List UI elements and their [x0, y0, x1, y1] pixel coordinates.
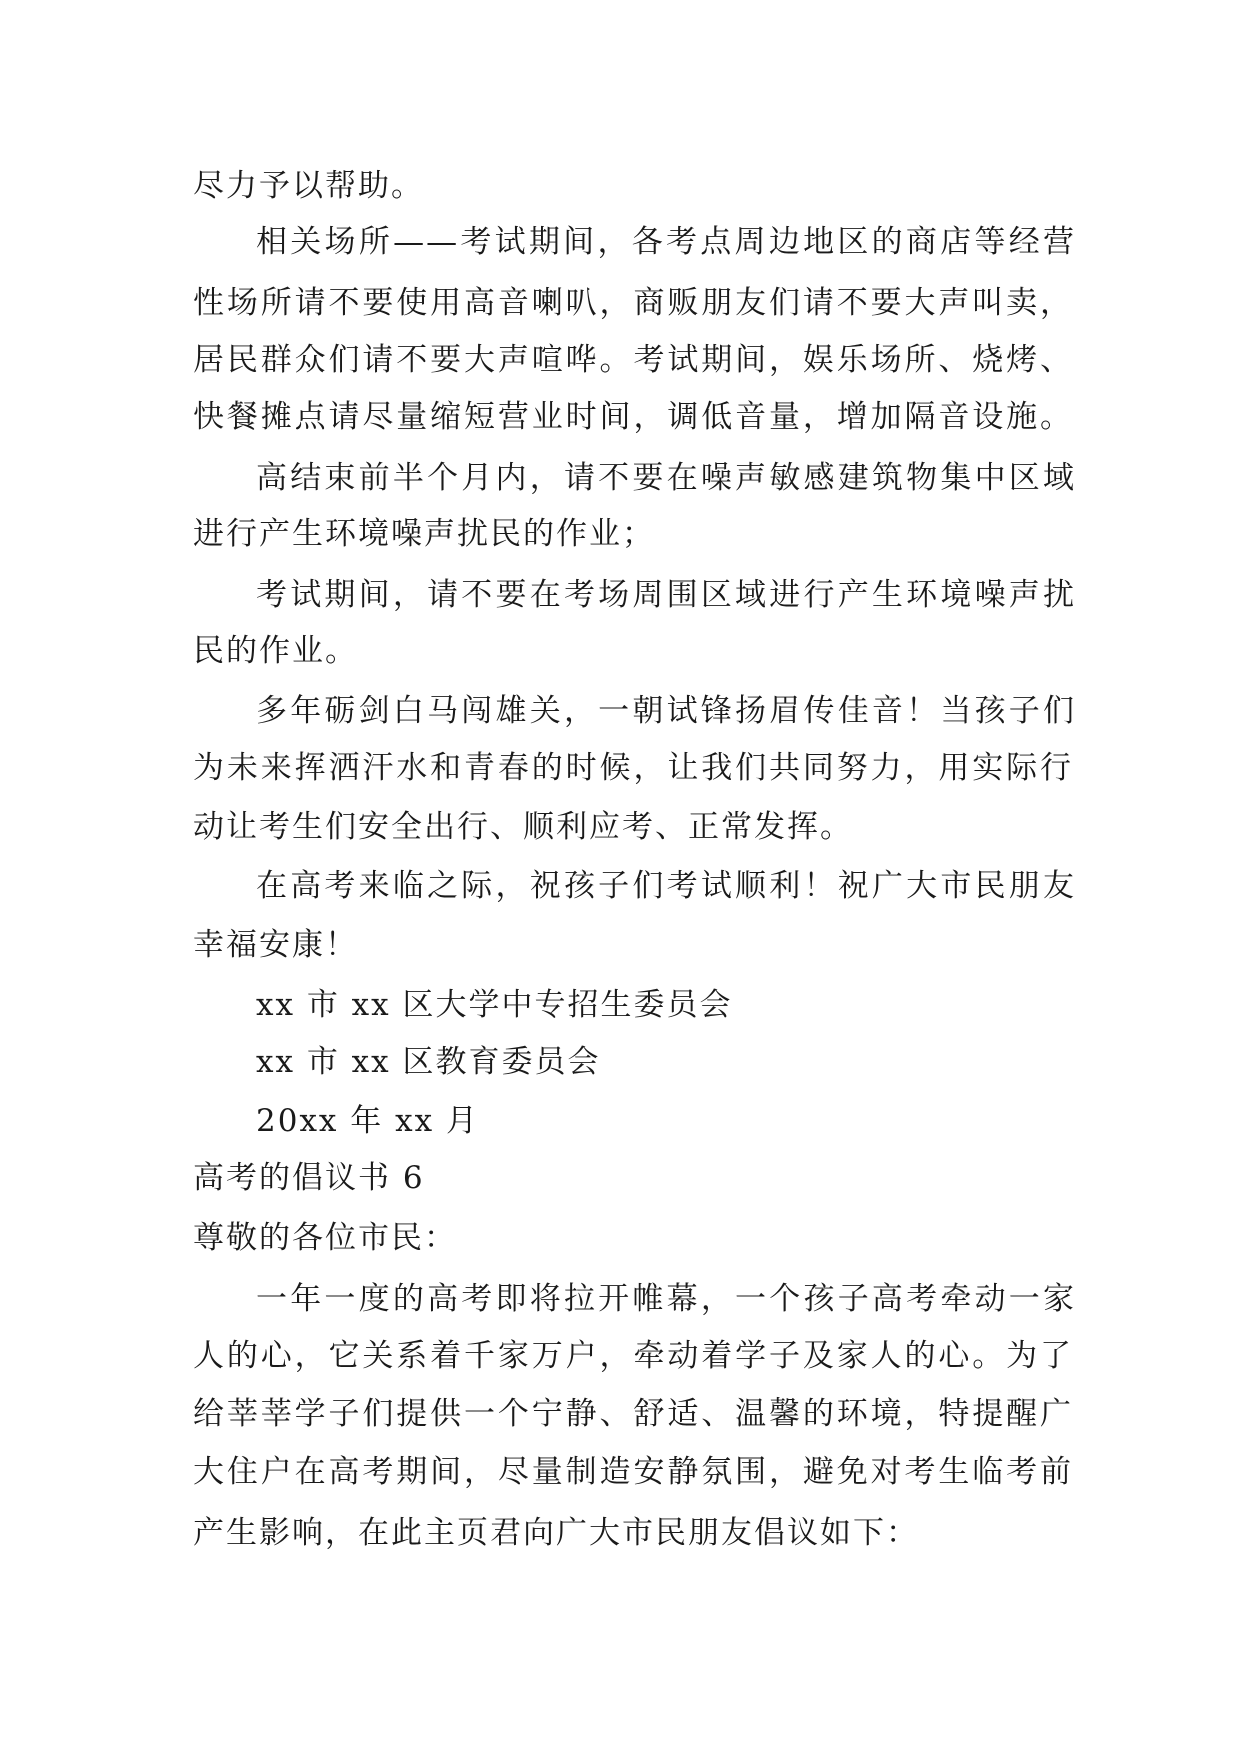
- paragraph-noise-line: 高结束前半个月内，请不要在噪声敏感建筑物集中区域: [256, 460, 1076, 496]
- paragraph-wish-line: 多年砺剑白马闯雄关，一朝试锋扬眉传佳音！当孩子们: [256, 693, 1076, 729]
- paragraph-exam-line: 考试期间，请不要在考场周围区域进行产生环境噪声扰: [256, 577, 1076, 613]
- text-line: 人的心，它关系着千家万户，牵动着学子及家人的心。为了: [193, 1338, 1073, 1374]
- text-line: 大住户在高考期间，尽量制造安静氛围，避免对考生临考前: [193, 1454, 1073, 1490]
- signature-date: 20xx 年 xx 月: [256, 1103, 479, 1139]
- text-line: 为未来挥洒汗水和青春的时候，让我们共同努力，用实际行: [193, 750, 1073, 786]
- text-line: 产生影响，在此主页君向广大市民朋友倡议如下：: [193, 1515, 919, 1551]
- paragraph-intro-line: 一年一度的高考即将拉开帷幕，一个孩子高考牵动一家: [256, 1281, 1076, 1317]
- paragraph-venues-line: 相关场所——考试期间，各考点周边地区的商店等经营: [256, 224, 1076, 260]
- text-line: 给莘莘学子们提供一个宁静、舒适、温馨的环境，特提醒广: [193, 1396, 1073, 1432]
- text-line: 进行产生环境噪声扰民的作业；: [193, 516, 655, 552]
- text-line: 动让考生们安全出行、顺利应考、正常发挥。: [193, 809, 853, 845]
- text-line: 尽力予以帮助。: [193, 168, 424, 204]
- text-line: 民的作业。: [193, 633, 358, 669]
- paragraph-blessing-line: 在高考来临之际，祝孩子们考试顺利！祝广大市民朋友: [256, 868, 1076, 904]
- signature-education: xx 市 xx 区教育委员会: [256, 1044, 601, 1080]
- signature-committee: xx 市 xx 区大学中专招生委员会: [256, 987, 733, 1023]
- text-line: 居民群众们请不要大声喧哗。考试期间，娱乐场所、烧烤、: [193, 342, 1073, 378]
- section-title: 高考的倡议书 6: [193, 1160, 425, 1196]
- text-line: 性场所请不要使用高音喇叭，商贩朋友们请不要大声叫卖，: [193, 285, 1073, 321]
- text-line: 快餐摊点请尽量缩短营业时间，调低音量，增加隔音设施。: [193, 399, 1073, 435]
- salutation: 尊敬的各位市民：: [193, 1220, 457, 1256]
- text-line: 幸福安康！: [193, 927, 358, 963]
